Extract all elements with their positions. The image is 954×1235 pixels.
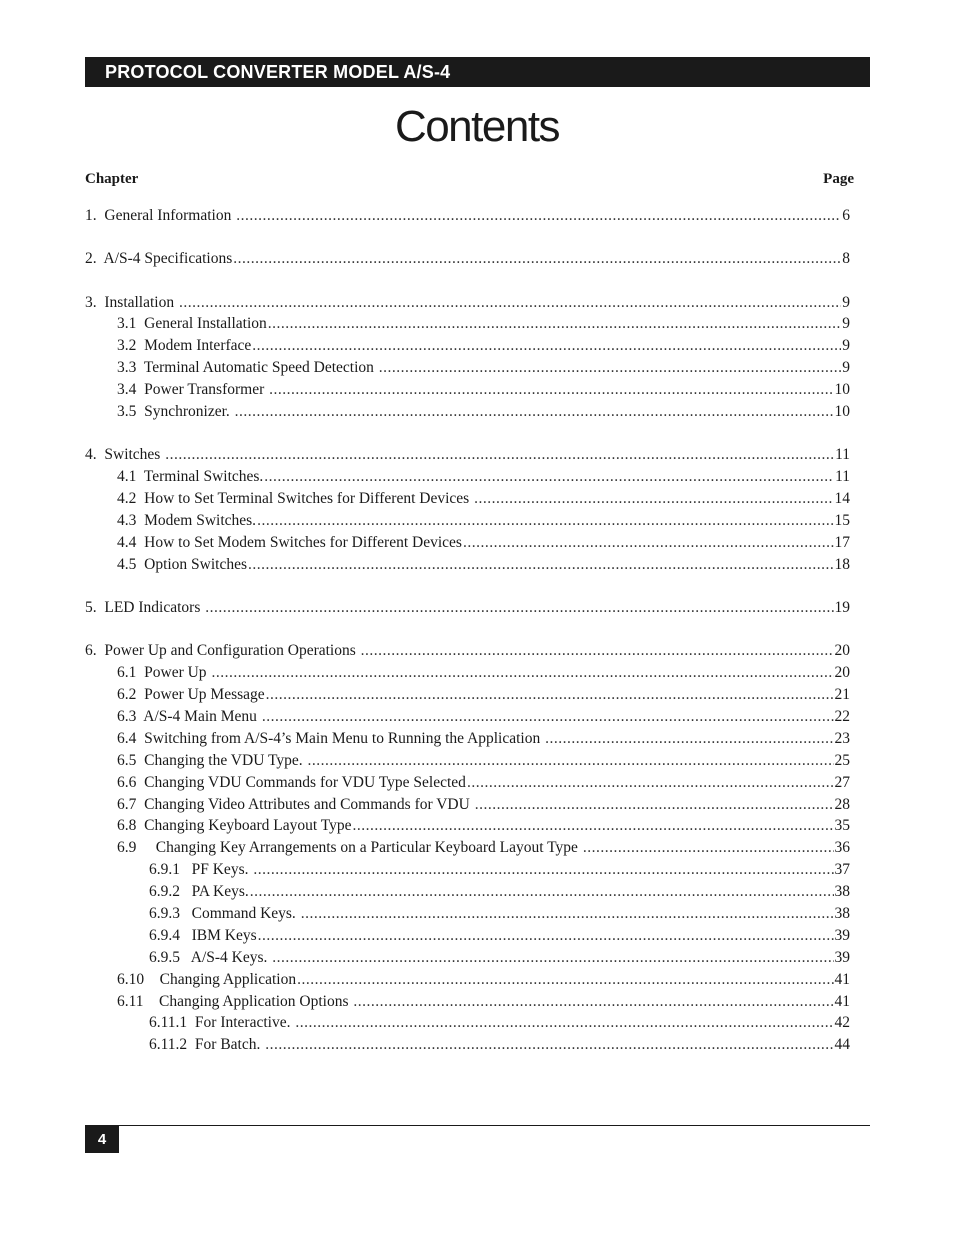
toc-entry-page: 11 — [835, 446, 850, 464]
toc-entry-title: 6.9.3 Command Keys. — [149, 905, 300, 922]
dot-leader — [474, 488, 833, 510]
toc-entry-title: 6.10 Changing Application — [117, 970, 297, 988]
toc-entry — [85, 991, 850, 1013]
toc-entry-title: 1. General Information — [85, 207, 236, 224]
toc-entry — [85, 532, 850, 554]
dot-leader — [467, 772, 834, 794]
dot-leader — [269, 379, 833, 401]
dot-leader — [165, 444, 834, 466]
dot-leader — [379, 357, 841, 379]
toc-entry — [85, 969, 850, 991]
toc-entry-title: 3.1 General Installation — [117, 315, 267, 333]
toc-entry-title: 6.8 Changing Keyboard Layout Type — [117, 817, 352, 835]
toc-entry — [85, 706, 850, 728]
dot-leader — [235, 401, 834, 423]
toc-entry-title: 6. Power Up and Configuration Operations — [85, 642, 360, 660]
toc-entry-page: 37 — [834, 861, 850, 879]
dot-leader — [583, 837, 834, 859]
dot-leader — [301, 903, 834, 925]
dot-leader — [179, 292, 841, 314]
dot-leader — [262, 706, 834, 728]
toc-entry — [85, 292, 850, 314]
page-number: 4 — [85, 1126, 119, 1153]
toc-entry-page: 9 — [842, 359, 850, 377]
toc-entry — [85, 401, 850, 423]
toc-entry-page: 11 — [835, 468, 850, 486]
toc-entry — [85, 466, 850, 488]
dot-leader — [211, 662, 833, 684]
toc-entry-title: 4. Switches — [85, 446, 165, 464]
dot-leader — [250, 881, 834, 903]
toc-entry-title: 4.4 How to Set Modem Switches for Different Devices — [117, 533, 462, 551]
toc-entry — [85, 750, 850, 772]
toc-entry-title: 6.7 Changing Video Attributes and Commands for VDU — [117, 795, 474, 813]
toc-entry-title: 3.2 Modem Interface — [117, 337, 252, 355]
toc-entry-page: 9 — [842, 337, 850, 355]
toc-entry — [85, 728, 850, 750]
toc-entry-page: 10 — [834, 381, 850, 399]
toc-entry — [85, 488, 850, 510]
toc-entry-page: 14 — [834, 490, 850, 508]
toc-entry-page: 9 — [842, 293, 850, 311]
toc-entry-title: 2. A/S-4 Specifications — [85, 250, 233, 268]
dot-leader — [266, 684, 834, 706]
dot-leader — [253, 859, 833, 881]
toc-entry-page: 18 — [834, 555, 850, 573]
dot-leader — [297, 969, 833, 991]
toc-entry — [85, 248, 850, 270]
toc-entry-title: 4.3 Modem Switches. — [117, 511, 257, 529]
toc-entry-title: 6.5 Changing the VDU Type. — [117, 751, 307, 769]
page-column-heading: Page — [823, 171, 854, 187]
toc-entry-title: 6.9.4 IBM Keys — [149, 926, 257, 944]
dot-leader — [258, 925, 834, 947]
chapter-column-heading: Chapter — [85, 171, 139, 187]
toc-entry — [85, 859, 850, 881]
toc-entry-page: 8 — [842, 250, 850, 268]
toc-entry-title: 6.9 Changing Key Arrangements on a Particular Keyboard Layout Type — [117, 839, 582, 857]
toc-entry — [85, 444, 850, 466]
toc-entry-title: 3.5 Synchronizer. — [117, 403, 234, 421]
toc-entry-title: 3.4 Power Transformer — [117, 381, 269, 399]
toc-entry-title: 6.9.2 PA Keys. — [149, 883, 249, 901]
toc-entry — [85, 903, 850, 925]
toc-entry — [85, 379, 850, 401]
toc-entry — [85, 357, 850, 379]
toc-entry-page: 10 — [834, 403, 850, 421]
toc-entry-title: 6.11.1 For Interactive. — [149, 1014, 295, 1032]
toc-entry — [85, 313, 850, 335]
dot-leader — [257, 510, 833, 532]
dot-leader — [475, 794, 834, 816]
toc-entry — [85, 1034, 850, 1056]
dot-leader — [268, 313, 841, 335]
toc-entry — [85, 772, 850, 794]
toc-entry-page: 38 — [834, 905, 850, 922]
toc-entry-page: 9 — [842, 315, 850, 333]
toc-entry-title: 6.2 Power Up Message — [117, 686, 265, 704]
running-header-title: PROTOCOL CONVERTER MODEL A/S-4 — [105, 62, 451, 82]
table-of-contents — [85, 205, 850, 1056]
toc-entry-title: 6.11.2 For Batch. — [149, 1036, 265, 1054]
toc-entry-page: 17 — [834, 533, 850, 551]
toc-entry-title: 6.4 Switching from A/S-4’s Main Menu to Running the Application — [117, 729, 545, 747]
toc-entry — [85, 554, 850, 576]
toc-entry — [85, 205, 850, 227]
toc-entry — [85, 815, 850, 837]
toc-entry-title: 6.9.5 A/S-4 Keys. — [149, 948, 272, 966]
dot-leader — [252, 335, 841, 357]
toc-entry-title: 6.6 Changing VDU Commands for VDU Type Selected — [117, 773, 466, 791]
toc-entry-title: 6.1 Power Up — [117, 664, 211, 682]
toc-entry-page: 27 — [834, 773, 850, 791]
toc-entry — [85, 597, 850, 619]
toc-entry-title: 6.3 A/S-4 Main Menu — [117, 707, 261, 725]
dot-leader — [248, 554, 833, 576]
dot-leader — [272, 947, 833, 969]
dot-leader — [308, 750, 834, 772]
toc-entry-page: 42 — [834, 1014, 850, 1032]
toc-entry-page: 22 — [834, 707, 850, 725]
toc-entry-title: 4.2 How to Set Terminal Switches for Different Devices — [117, 490, 474, 508]
toc-entry-page: 15 — [834, 511, 850, 529]
toc-entry — [85, 662, 850, 684]
toc-entry-page: 20 — [834, 642, 850, 660]
toc-entry-page: 20 — [834, 664, 850, 682]
toc-entry — [85, 925, 850, 947]
dot-leader — [361, 640, 834, 662]
toc-entry-title: 4.5 Option Switches — [117, 555, 248, 573]
dot-leader — [264, 466, 834, 488]
toc-entry-page: 44 — [834, 1036, 850, 1054]
dot-leader — [236, 205, 841, 227]
toc-entry-page: 19 — [834, 599, 850, 617]
toc-entry-page: 39 — [834, 948, 850, 966]
toc-entry-page: 39 — [834, 926, 850, 944]
toc-entry — [85, 335, 850, 357]
dot-leader — [353, 991, 833, 1013]
toc-entry-title: 6.11 Changing Application Options — [117, 992, 353, 1010]
dot-leader — [205, 597, 833, 619]
toc-entry — [85, 947, 850, 969]
toc-entry-title: 3. Installation — [85, 293, 178, 311]
toc-entry-page: 41 — [834, 992, 850, 1010]
toc-entry-title: 4.1 Terminal Switches. — [117, 468, 264, 486]
toc-entry — [85, 881, 850, 903]
page-title: Contents — [394, 102, 560, 151]
dot-leader — [353, 815, 834, 837]
dot-leader — [233, 248, 841, 270]
toc-entry-page: 38 — [834, 883, 850, 901]
toc-entry-title: 3.3 Terminal Automatic Speed Detection — [117, 359, 378, 377]
running-header — [85, 57, 870, 87]
toc-entry-page: 35 — [834, 817, 850, 835]
toc-entry-page: 21 — [834, 686, 850, 704]
dot-leader — [265, 1034, 833, 1056]
toc-entry — [85, 837, 850, 859]
toc-entry — [85, 510, 850, 532]
toc-entry — [85, 684, 850, 706]
toc-entry — [85, 794, 850, 816]
toc-entry — [85, 640, 850, 662]
toc-entry-title: 5. LED Indicators — [85, 599, 205, 617]
dot-leader — [463, 532, 834, 554]
toc-entry-page: 25 — [834, 751, 850, 769]
toc-entry-page: 6 — [842, 207, 850, 224]
toc-entry — [85, 1012, 850, 1034]
toc-entry-page: 23 — [834, 729, 850, 747]
dot-leader — [545, 728, 833, 750]
toc-entry-page: 28 — [834, 795, 850, 813]
toc-entry-page: 36 — [834, 839, 850, 857]
toc-entry-page: 41 — [834, 970, 850, 988]
toc-entry-title: 6.9.1 PF Keys. — [149, 861, 253, 879]
dot-leader — [295, 1012, 833, 1034]
footer-rule — [85, 1125, 870, 1126]
